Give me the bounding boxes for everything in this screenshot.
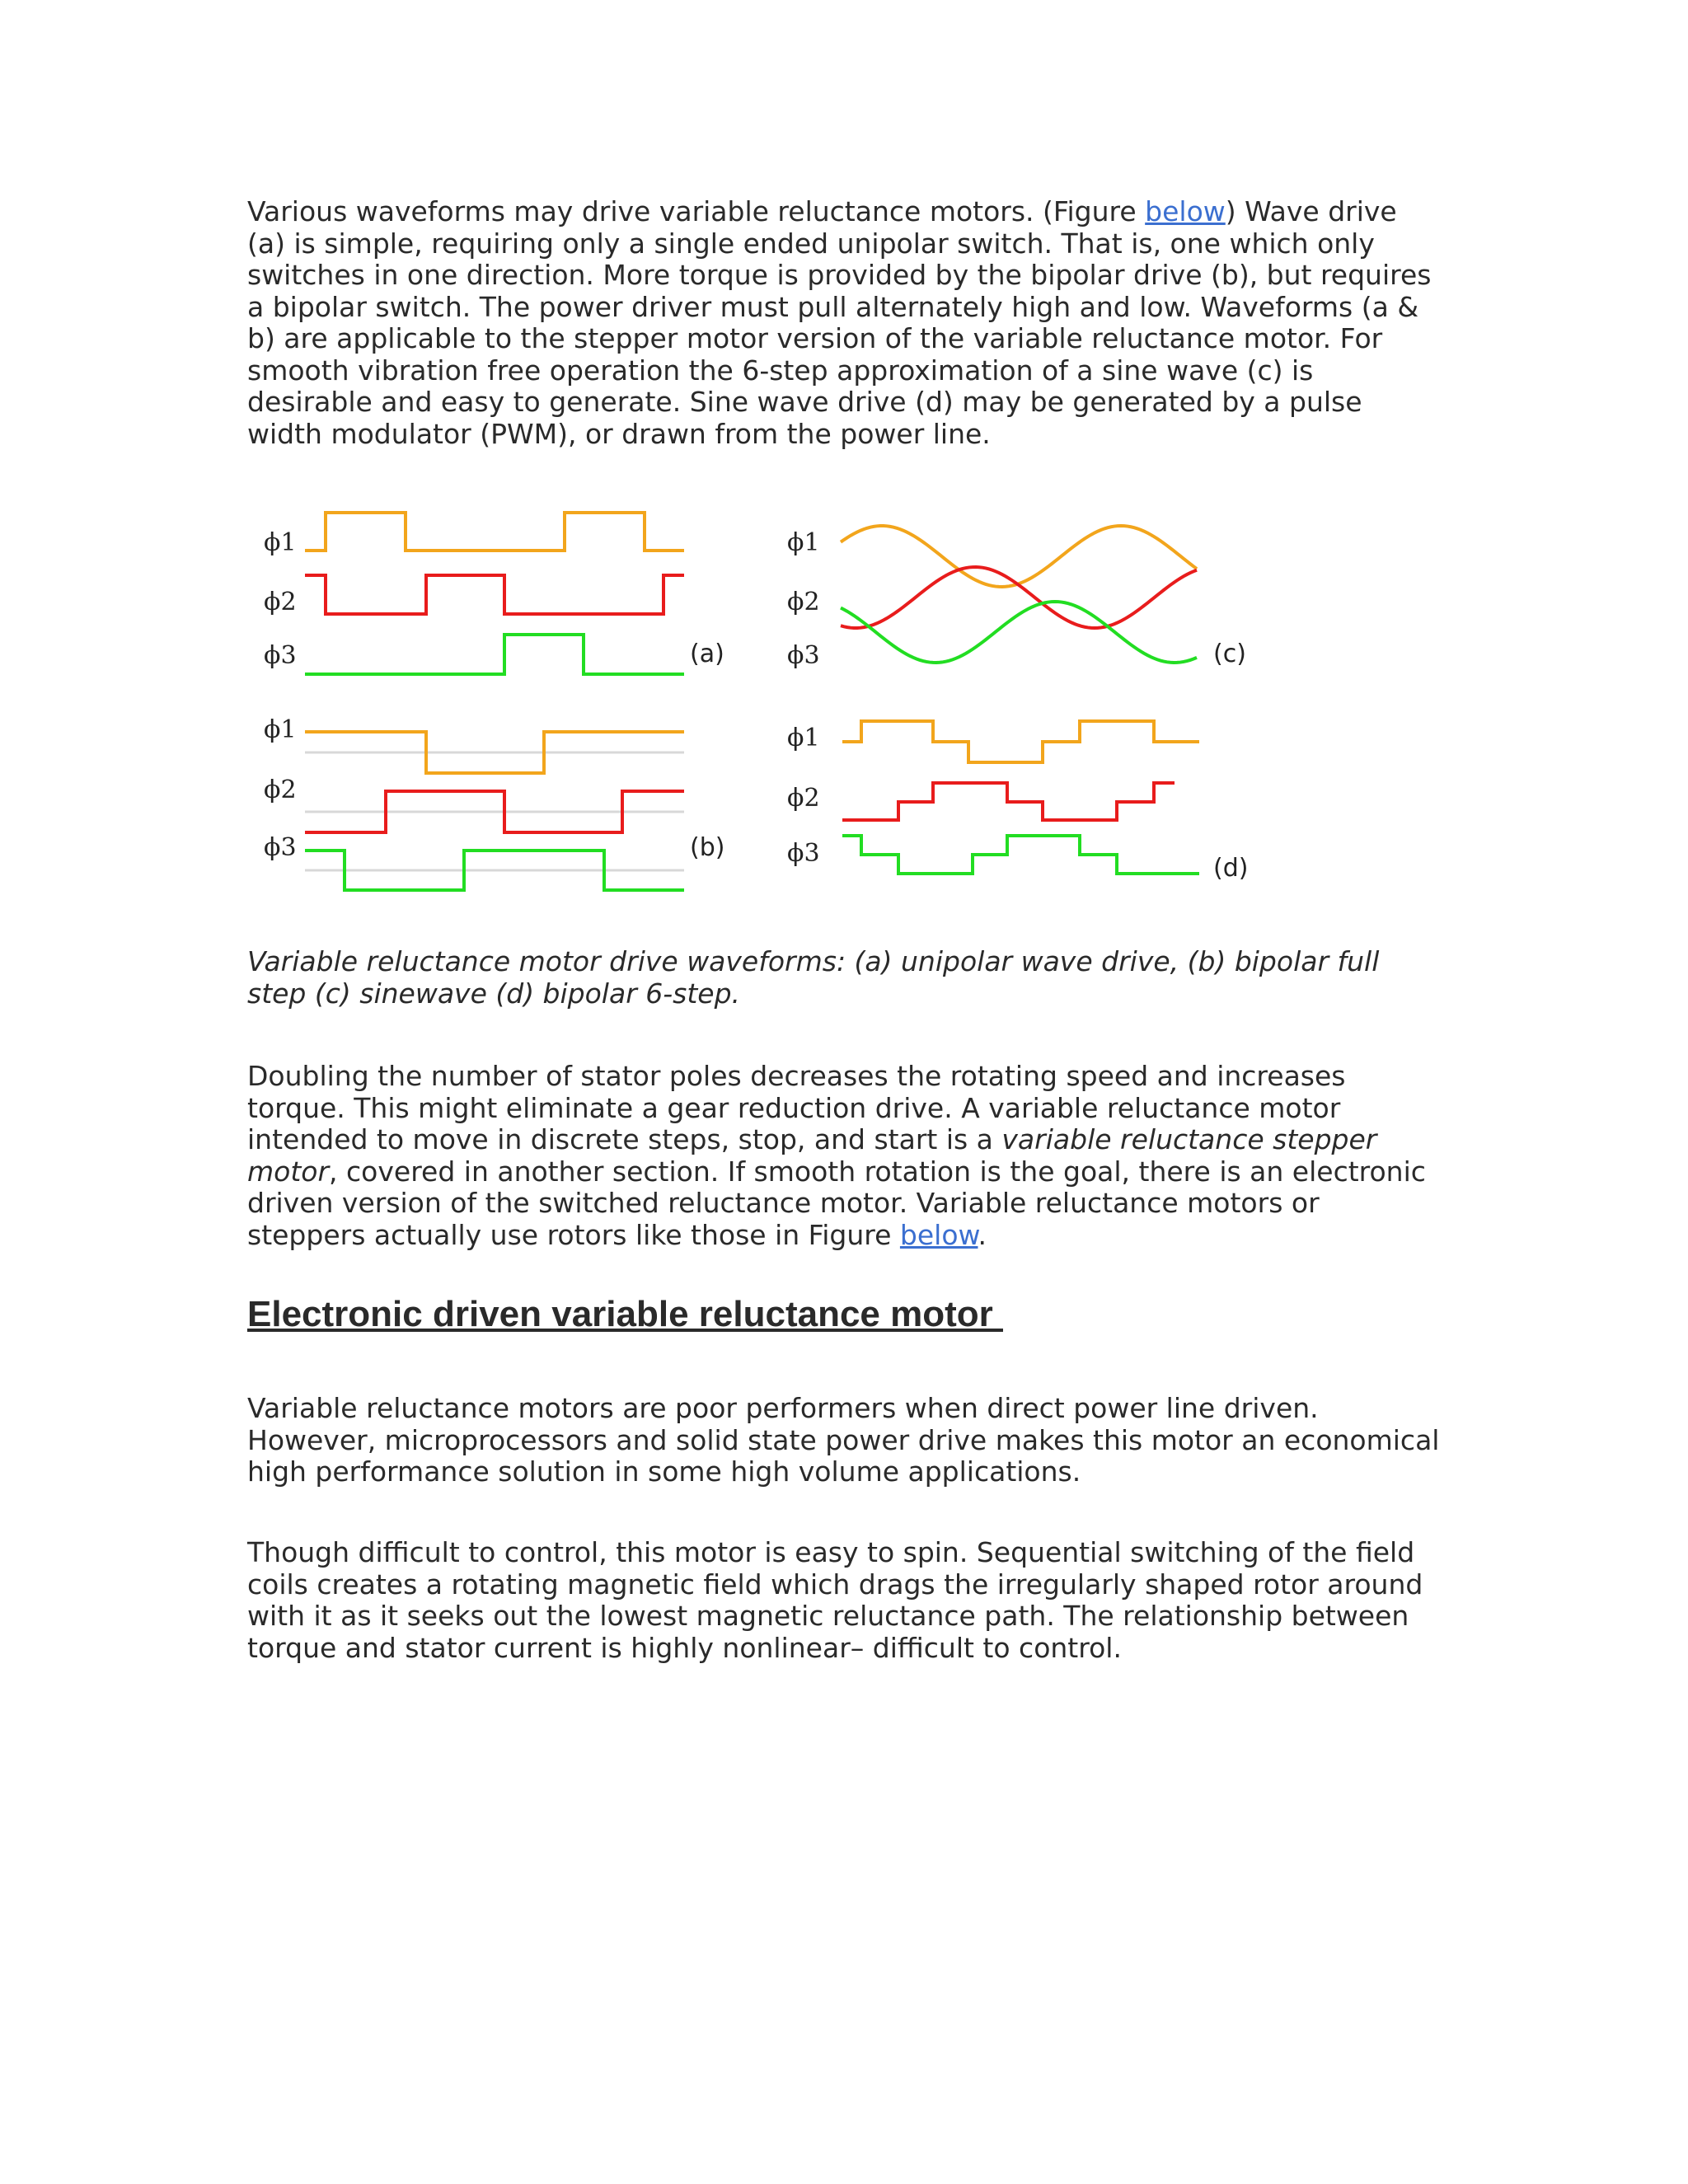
- paragraph-stator-poles: [247, 1061, 1442, 1251]
- panel-c-phase2-wave: [841, 567, 1197, 628]
- panel-c-phi3-label: ϕ3: [787, 641, 820, 670]
- panel-c-phase3-wave: [841, 602, 1197, 663]
- stepper-motor-term: variable reluctance stepper motor: [247, 1123, 1377, 1188]
- panel-a-label: (a): [690, 640, 724, 668]
- figure-below-link[interactable]: below: [1145, 195, 1226, 227]
- panel-a-phase3-wave: [305, 635, 684, 674]
- waveform-diagram: [247, 486, 1286, 915]
- panel-c-phi1-label: ϕ1: [787, 528, 820, 557]
- figure-below-link-2[interactable]: below: [899, 1218, 978, 1251]
- panel-d-label: (d): [1213, 854, 1249, 883]
- paragraph-intro-text-cont: ) Wave drive (a) is simple, requiring only a single ended unipolar switch. That is, one which only switches in one direction. More torque is provided by the bipolar drive (b), but requires a bipolar switch. The power driver must pull alternately high and low. Waveforms (a & b) are applicable to the stepper motor version of the variable reluctance motor. For smooth vibration free operation the 6-step approximation of a sine wave (c) is desirable and easy to generate. Sine wave drive (d) may be generated by a pulse width modulator (PWM), or drawn from the power line.: [247, 195, 1432, 450]
- panel-a-phi1-label: ϕ1: [264, 528, 297, 557]
- panel-c-label: (c): [1213, 640, 1246, 668]
- panel-b-phi1-label: ϕ1: [264, 715, 297, 744]
- panel-d-phase3-wave: [842, 836, 1199, 874]
- paragraph-stator-text: Doubling the number of stator poles decreases the rotating speed and increases torque. This might eliminate a gear reduction drive. A variable reluctance motor intended to move in discrete steps, stop, and start is a: [247, 1060, 1346, 1155]
- waveform-figure: [247, 486, 1286, 915]
- paragraph-stator-text-cont: , covered in another section. If smooth rotation is the goal, there is an electronic driven version of the switched reluctance motor. Variable reluctance motors or steppers actually use rotors like those in Figure: [247, 1155, 1426, 1251]
- panel-d-phi2-label: ϕ2: [787, 784, 820, 813]
- bipolar-baselines: [305, 752, 684, 870]
- panel-d-phi3-label: ϕ3: [787, 839, 820, 868]
- paragraph-control: Though difficult to control, this motor is easy to spin. Sequential switching of the field coils creates a rotating magnetic field which drags the irregularly shaped rotor around with it as it seeks out the lowest magnetic reluctance path. The relationship between torque and stator current is highly nonlinear– difficult to control.: [247, 1536, 1423, 1664]
- panel-b-phi2-label: ϕ2: [264, 776, 297, 804]
- panel-b-phi3-label: ϕ3: [264, 833, 297, 862]
- panel-a-phase1-wave: [305, 513, 684, 551]
- panel-c-phase1-wave: [841, 526, 1197, 587]
- panel-d-phase1-wave: [842, 721, 1199, 762]
- figure-caption: Variable reluctance motor drive waveforms: (a) unipolar wave drive, (b) bipolar full step (c) sinewave (d) bipolar 6-step.: [247, 945, 1380, 1010]
- panel-c-phi2-label: ϕ2: [787, 588, 820, 616]
- panel-a-phase2-wave: [305, 575, 684, 614]
- panel-d-phase2-wave: [842, 783, 1175, 820]
- paragraph-intro-text: Various waveforms may drive variable reluctance motors. (Figure: [247, 195, 1146, 227]
- waveforms: [305, 513, 1199, 890]
- panel-d-phi1-label: ϕ1: [787, 724, 820, 752]
- panel-a-phi3-label: ϕ3: [264, 641, 297, 670]
- panel-a-phi2-label: ϕ2: [264, 588, 297, 616]
- panel-b-label: (b): [690, 833, 725, 862]
- paragraph-performance: Variable reluctance motors are poor performers when direct power line driven. However, microprocessors and solid state power drive makes this motor an economical high performance solution in some high volume applications.: [247, 1392, 1440, 1488]
- paragraph-stator-text-end: .: [978, 1218, 987, 1251]
- section-heading: Electronic driven variable reluctance motor: [247, 1294, 1003, 1334]
- paragraph-intro: [247, 196, 1442, 450]
